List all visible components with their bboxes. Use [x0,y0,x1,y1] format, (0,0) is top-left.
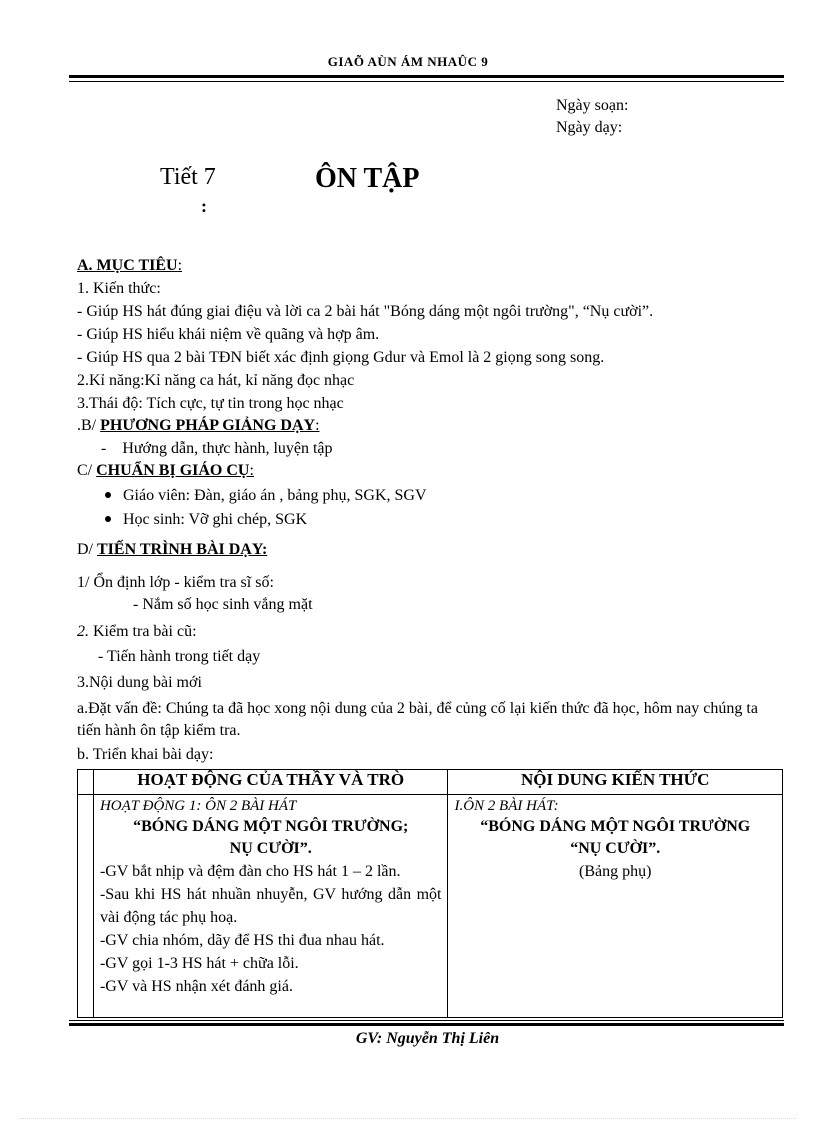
ngay-day-label: Ngày dạy: [556,119,623,136]
content-heading: I.ÔN 2 BÀI HÁT: [454,798,559,814]
section-d-title: TIẾN TRÌNH BÀI DẠY: [97,541,268,558]
section-d-prefix: D/ [77,541,97,558]
section-c-heading [77,462,254,480]
section-b-dash: - [101,440,107,457]
document-header: GIAÕ AÙN ÁM NHAÛC 9 [327,54,489,69]
on-dinh-line: 1/ Ổn định lớp - kiểm tra sĩ số: [77,574,274,591]
table-margin-cell [78,770,94,795]
table-activities-cell [93,795,448,1018]
table-header-content: NỘI DUNG KIẾN THỨC [448,770,783,795]
content-song-line-1: “BÓNG DÁNG MỘT NGÔI TRƯỜNG [480,818,751,835]
section-c-colon: : [249,462,254,479]
lesson-title: ÔN TẬP [315,163,420,194]
ki-nang-line: 2.Kỉ năng:Kỉ năng ca hát, kỉ năng đọc nhạc [77,372,355,389]
table-header-activities: HOẠT ĐỘNG CỦA THẦY VÀ TRÒ [93,770,448,795]
kien-thuc-label: 1. Kiến thức: [77,280,161,297]
table-content-cell [448,795,783,1018]
table-header-row [78,770,783,795]
kien-thuc-item-3: - Giúp HS qua 2 bài TĐN biết xác định giọng Gdur và Emol là 2 giọng song song. [77,349,605,366]
header-rule-thick [69,75,784,78]
kiem-tra-line [77,623,197,641]
lesson-colon: : [201,196,207,216]
activity-item-2: -Sau khi HS hát nhuần nhuyễn, GV hướng dẫn một vài động tác phụ hoạ. [99,886,442,926]
activity-heading: HOẠT ĐỘNG 1: ÔN 2 BÀI HÁT [99,798,297,814]
section-b-title: PHƯƠNG PHÁP GIẢNG DẠY [100,417,316,434]
footer-author: GV: Nguyễn Thị Liên [355,1030,500,1047]
section-a-heading [77,257,182,275]
section-a-title: A. MỤC TIÊU [77,257,178,274]
footer-rule-thick [69,1023,784,1026]
kiem-tra-text: Kiểm tra bài cũ: [89,623,197,640]
section-c-item-1-text: Giáo viên: Đàn, giáo án , bảng phụ, SGK, SGV [123,487,427,504]
activity-song-line-1: “BÓNG DÁNG MỘT NGÔI TRƯỜNG; [133,818,409,835]
section-b-item-text: Hướng dẫn, thực hành, luyện tập [122,440,333,457]
activity-item-3: -GV chia nhóm, dãy để HS thi đua nhau hát. [99,932,385,949]
content-song-line-2: “NỤ CƯỜI”. [570,840,661,857]
activity-item-5: -GV và HS nhận xét đánh giá. [99,978,293,995]
table-margin-cell [78,795,94,1018]
header-rule-thin [69,81,784,82]
thai-do-line: 3.Thái độ: Tích cực, tự tin trong học nhạc [77,395,344,412]
activity-song-line-2: NỤ CƯỜI”. [229,840,312,857]
bullet-icon [105,492,111,498]
footer-rule-thin [69,1020,784,1021]
ngay-soan-label: Ngày soạn: [556,97,629,114]
activity-item-4: -GV gọi 1-3 HS hát + chữa lỗi. [99,955,299,972]
section-a-colon: : [177,257,183,274]
section-b-prefix: .B/ [77,417,101,434]
section-b-colon: : [315,417,320,434]
content-note: (Bảng phụ) [579,863,652,880]
trien-khai-line: b. Triển khai bài dạy: [77,746,214,763]
section-c-item-2 [105,511,307,529]
section-c-prefix: C/ [77,462,97,479]
kiem-tra-sub: - Tiến hành trong tiết dạy [98,648,261,665]
on-dinh-sub: - Nắm số học sinh vắng mặt [133,596,313,613]
section-c-item-1 [105,487,427,505]
section-c-title: CHUẨN BỊ GIÁO CỤ [96,462,250,479]
kien-thuc-item-1: - Giúp HS hát đúng giai điệu và lời ca 2 bài hát "Bóng dáng một ngôi trường", “Nụ cười”. [77,303,654,320]
dat-van-de-paragraph: a.Đặt vấn đề: Chúng ta đã học xong nội dung của 2 bài, để củng cố lại kiến thức đã học, hôm nay chúng ta tiến hành ôn tập kiểm tra. [77,700,758,739]
section-d-heading [77,541,267,559]
section-b-heading [77,417,320,435]
section-b-item [101,440,333,458]
kiem-tra-number: 2. [77,623,89,640]
page-edge-divider [20,1118,796,1119]
noi-dung-line: 3.Nội dung bài mới [77,674,202,691]
bullet-icon [105,516,111,522]
lesson-table [77,769,783,1018]
kien-thuc-item-2: - Giúp HS hiểu khái niệm về quãng và hợp âm. [77,326,380,343]
lesson-number: Tiết 7 [160,164,216,190]
section-c-item-2-text: Học sinh: Vỡ ghi chép, SGK [123,511,308,528]
table-row [78,795,783,1018]
activity-item-1: -GV bắt nhịp và đệm đàn cho HS hát 1 – 2 lần. [99,863,401,880]
